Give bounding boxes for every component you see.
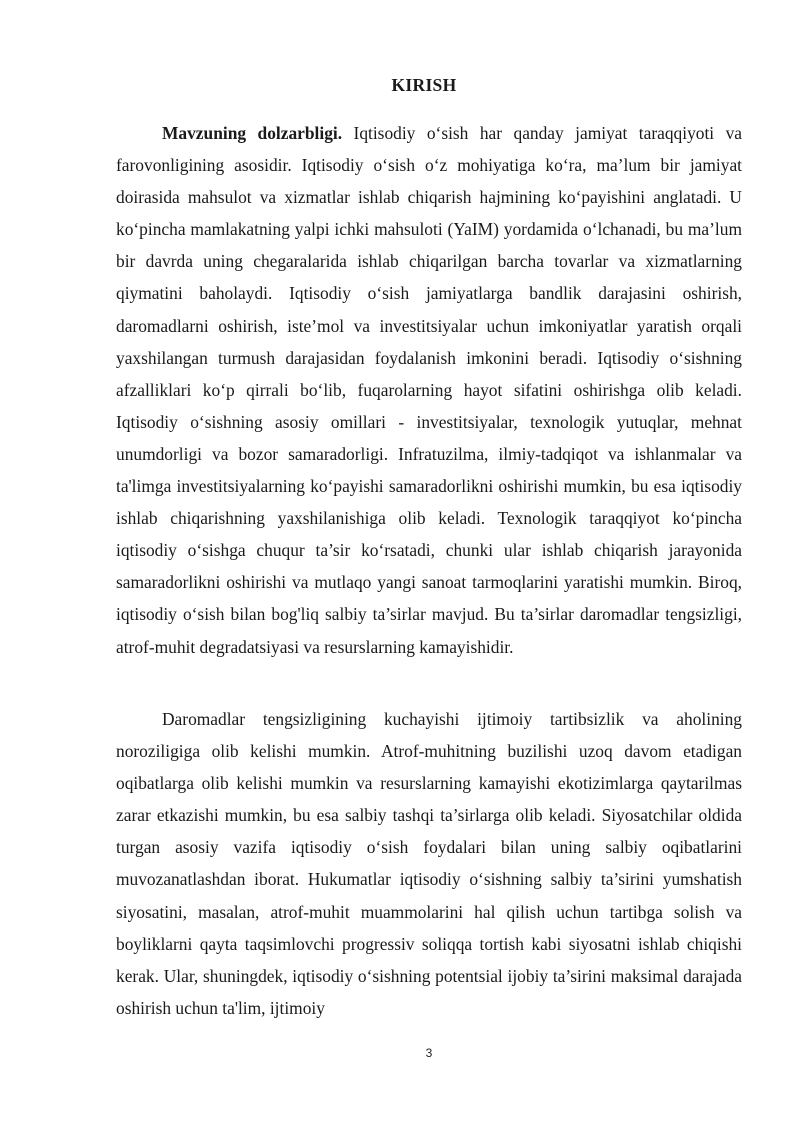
- paragraph-body: Daromadlar tengsizligining kuchayishi ijtimoiy tartibsizlik va aholining noroziligiga olib kelishi mumkin. Atrof-muhitning buzilishi uzoq davom etadigan oqibatlarga olib kelishi mumkin va resurslarning kamayishi ekotizimlarga qaytarilmas zarar etkazishi mumkin, bu esa salbiy tashqi ta’sirlarga olib keladi. Siyosatchilar oldida turgan asosiy vazifa iqtisodiy o‘sish foydalari bilan uning salbiy oqibatlarini muvozanatlashdan iborat. Hukumatlar iqtisodiy o‘sishning salbiy ta’sirini yumshatish siyosatini, masalan, atrof-muhit muammolarini hal qilish uchun tartibga solish va boyliklarni qayta taqsimlovchi progressiv soliqqa tortish kabi siyosatni ishlab chiqishi kerak. Ular, shuningdek, iqtisodiy o‘sishning potentsial ijobiy ta’sirini maksimal darajada oshirish uchun ta'lim, ijtimoiy: [116, 709, 742, 1018]
- page-number: 3: [425, 1046, 433, 1060]
- paragraph-lead: Mavzuning dolzarbligi.: [162, 123, 343, 143]
- paragraph-relevance: [116, 117, 742, 663]
- section-title: KIRISH: [391, 75, 457, 95]
- paragraph-text: [116, 117, 742, 663]
- paragraph-inequality: [116, 703, 742, 1024]
- paragraph-body: Iqtisodiy o‘sish har qanday jamiyat taraqqiyoti va farovonligining asosidir. Iqtisodiy o‘sish o‘z mohiyatiga ko‘ra, ma’lum bir jamiyat doirasida mahsulot va xizmatlar ishlab chiqarish hajmining ko‘payishini anglatadi. U ko‘pincha mamlakatning yalpi ichki mahsuloti (YaIM) yordamida o‘lchanadi, bu ma’lum bir davrda uning chegaralarida ishlab chiqarilgan barcha tovarlar va xizmatlarning qiymatini baholaydi. Iqtisodiy o‘sish jamiyatlarga bandlik darajasini oshirish, daromadlarni oshirish, iste’mol va investitsiyalar uchun imkoniyatlar yaratish orqali yaxshilangan turmush darajasidan foydalanish imkonini beradi. Iqtisodiy o‘sishning afzalliklari ko‘p qirrali bo‘lib, fuqarolarning hayot sifatini oshirishga olib keladi. Iqtisodiy o‘sishning asosiy omillari - investitsiyalar, texnologik yutuqlar, mehnat unumdorligi va bozor samaradorligi. Infratuzilma, ilmiy-tadqiqot va ishlanmalar va ta'limga investitsiyalarning ko‘payishi samaradorlikni oshirishi mumkin, bu esa iqtisodiy ishlab chiqarishning yaxshilanishiga olib keladi. Texnologik taraqqiyot ko‘pincha iqtisodiy o‘sishga chuqur ta’sir ko‘rsatadi, chunki ular ishlab chiqarish jarayonida samaradorlikni oshirishi va mutlaqo yangi sanoat tarmoqlarini yaratishi mumkin. Biroq, iqtisodiy o‘sish bilan bog'liq salbiy ta’sirlar mavjud. Bu ta’sirlar daromadlar tengsizligi, atrof-muhit degradatsiyasi va resurslarning kamayishidir.: [116, 123, 742, 657]
